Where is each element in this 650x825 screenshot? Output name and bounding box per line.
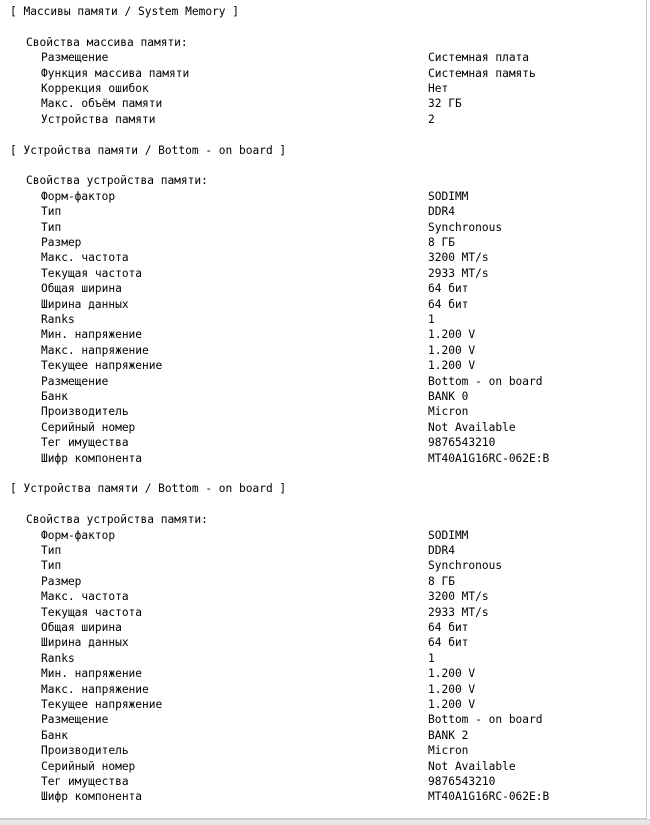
property-name: Коррекция ошибок bbox=[41, 82, 149, 95]
property-row bbox=[41, 712, 543, 727]
property-value: 1.200 V bbox=[428, 328, 476, 342]
property-row bbox=[41, 81, 449, 96]
property-name: Макс. частота bbox=[41, 251, 129, 265]
property-name: Текущее напряжение bbox=[41, 698, 163, 711]
property-row bbox=[41, 281, 469, 296]
property-row bbox=[41, 528, 469, 543]
property-value: 1.200 V bbox=[428, 667, 476, 681]
property-row bbox=[41, 204, 455, 219]
property-row bbox=[41, 774, 496, 789]
property-value: 1 bbox=[428, 651, 435, 665]
property-name: Общая ширина bbox=[41, 621, 122, 634]
section-header: [ Массивы памяти / System Memory ] bbox=[10, 5, 240, 18]
property-name: Тип bbox=[41, 205, 62, 219]
property-value: Not Available bbox=[428, 759, 516, 773]
property-value: 1.200 V bbox=[428, 359, 476, 373]
property-row bbox=[41, 743, 469, 758]
property-row bbox=[41, 374, 543, 389]
property-row bbox=[41, 235, 455, 250]
property-value: 9876543210 bbox=[428, 775, 496, 788]
property-name: Мин. напряжение bbox=[41, 667, 143, 681]
section-header: [ Устройства памяти / Bottom - on board ] bbox=[10, 143, 287, 157]
property-row bbox=[41, 112, 435, 127]
property-name: Шифр компонента bbox=[41, 790, 143, 804]
property-name: Ширина данных bbox=[41, 636, 129, 650]
property-row bbox=[41, 574, 455, 589]
property-name: Тип bbox=[41, 220, 62, 234]
property-row bbox=[41, 297, 469, 312]
property-value: 1 bbox=[428, 313, 435, 326]
property-row bbox=[41, 558, 503, 573]
property-row bbox=[41, 189, 469, 204]
property-row bbox=[41, 697, 476, 712]
property-row bbox=[41, 327, 476, 342]
property-row bbox=[41, 389, 469, 404]
property-name: Производитель bbox=[41, 405, 129, 419]
property-name: Мин. напряжение bbox=[41, 328, 143, 342]
property-value: 8 ГБ bbox=[428, 574, 455, 588]
property-value: 8 ГБ bbox=[428, 236, 455, 249]
property-row bbox=[41, 250, 489, 265]
property-name: Тип bbox=[41, 559, 62, 573]
property-row bbox=[41, 759, 516, 774]
property-row bbox=[41, 420, 516, 435]
property-name: Размещение bbox=[41, 374, 109, 388]
property-name: Текущая частота bbox=[41, 266, 143, 280]
property-name: Текущая частота bbox=[41, 605, 143, 619]
property-row bbox=[41, 605, 489, 620]
group-title: Свойства устройства памяти: bbox=[26, 513, 208, 527]
property-value: 64 бит bbox=[428, 636, 469, 650]
property-name: Функция массива памяти bbox=[41, 66, 190, 80]
property-name: Макс. объём памяти bbox=[41, 97, 163, 111]
property-name: Размер bbox=[41, 574, 82, 588]
property-name: Шифр компонента bbox=[41, 451, 143, 465]
property-row bbox=[41, 404, 469, 419]
group-title: Свойства массива памяти: bbox=[26, 35, 188, 49]
property-value: Micron bbox=[428, 405, 469, 419]
property-value: BANK 0 bbox=[428, 390, 469, 403]
property-value: Micron bbox=[428, 744, 469, 758]
property-name: Производитель bbox=[41, 744, 129, 758]
property-row bbox=[41, 312, 435, 327]
property-value: 64 бит bbox=[428, 621, 469, 634]
property-name: Ширина данных bbox=[41, 297, 129, 311]
property-row bbox=[41, 266, 489, 281]
property-value: 1.200 V bbox=[428, 698, 476, 711]
property-name: Общая ширина bbox=[41, 282, 122, 296]
property-name: Размещение bbox=[41, 713, 109, 727]
property-value: BANK 2 bbox=[428, 728, 469, 742]
property-row bbox=[41, 66, 536, 81]
property-row bbox=[41, 358, 476, 373]
property-row bbox=[41, 789, 550, 804]
property-value: MT40A1G16RC-062E:B bbox=[428, 790, 550, 804]
property-value: Synchronous bbox=[428, 559, 503, 573]
property-row bbox=[41, 435, 496, 450]
property-name: Макс. напряжение bbox=[41, 682, 149, 696]
property-value: 2933 MT/s bbox=[428, 266, 489, 280]
property-row bbox=[41, 728, 469, 743]
property-row bbox=[41, 543, 455, 558]
property-row bbox=[41, 220, 503, 235]
property-name: Тип bbox=[41, 544, 62, 557]
property-name: Форм-фактор bbox=[41, 189, 116, 203]
property-name: Банк bbox=[41, 728, 68, 742]
property-value: Нет bbox=[428, 82, 449, 95]
horizontal-scrollbar[interactable] bbox=[0, 819, 650, 825]
property-name: Размещение bbox=[41, 51, 109, 65]
property-value: 64 бит bbox=[428, 297, 469, 311]
property-value: Not Available bbox=[428, 420, 516, 434]
property-value: 2 bbox=[428, 112, 435, 126]
property-value: Bottom - on board bbox=[428, 713, 543, 727]
group-title: Свойства устройства памяти: bbox=[26, 174, 208, 188]
property-name: Ranks bbox=[41, 651, 75, 665]
property-value: MT40A1G16RC-062E:B bbox=[428, 451, 550, 465]
property-name: Банк bbox=[41, 390, 68, 403]
property-value: DDR4 bbox=[428, 544, 455, 557]
property-name: Тег имущества bbox=[41, 775, 129, 788]
property-name: Макс. напряжение bbox=[41, 343, 149, 357]
property-name: Тег имущества bbox=[41, 436, 129, 450]
property-value: 2933 MT/s bbox=[428, 605, 489, 619]
property-name: Ranks bbox=[41, 313, 75, 326]
property-row bbox=[41, 682, 476, 697]
property-row bbox=[41, 666, 476, 681]
property-value: SODIMM bbox=[428, 528, 469, 542]
property-value: 1.200 V bbox=[428, 343, 476, 357]
property-value: 3200 MT/s bbox=[428, 590, 489, 604]
property-value: DDR4 bbox=[428, 205, 455, 219]
property-value: Bottom - on board bbox=[428, 374, 543, 388]
property-value: 9876543210 bbox=[428, 436, 496, 450]
property-row bbox=[41, 451, 550, 466]
property-name: Макс. частота bbox=[41, 590, 129, 604]
property-row bbox=[41, 651, 435, 666]
property-row bbox=[41, 96, 462, 111]
property-value: 64 бит bbox=[428, 282, 469, 296]
property-value: Системная плата bbox=[428, 51, 530, 65]
property-value: SODIMM bbox=[428, 189, 469, 203]
property-row bbox=[41, 50, 530, 65]
property-value: Synchronous bbox=[428, 220, 503, 234]
property-row bbox=[41, 343, 476, 358]
property-name: Серийный номер bbox=[41, 759, 136, 773]
property-row bbox=[41, 620, 469, 635]
property-value: Системная память bbox=[428, 66, 536, 80]
property-value: 32 ГБ bbox=[428, 97, 462, 111]
property-name: Серийный номер bbox=[41, 420, 136, 434]
property-value: 3200 MT/s bbox=[428, 251, 489, 265]
property-row bbox=[41, 635, 469, 650]
property-name: Текущее напряжение bbox=[41, 359, 163, 373]
property-name: Размер bbox=[41, 236, 82, 249]
property-name: Форм-фактор bbox=[41, 528, 116, 542]
property-row bbox=[41, 589, 489, 604]
property-name: Устройства памяти bbox=[41, 112, 156, 126]
section-header: [ Устройства памяти / Bottom - on board ] bbox=[10, 482, 287, 496]
property-value: 1.200 V bbox=[428, 682, 476, 696]
